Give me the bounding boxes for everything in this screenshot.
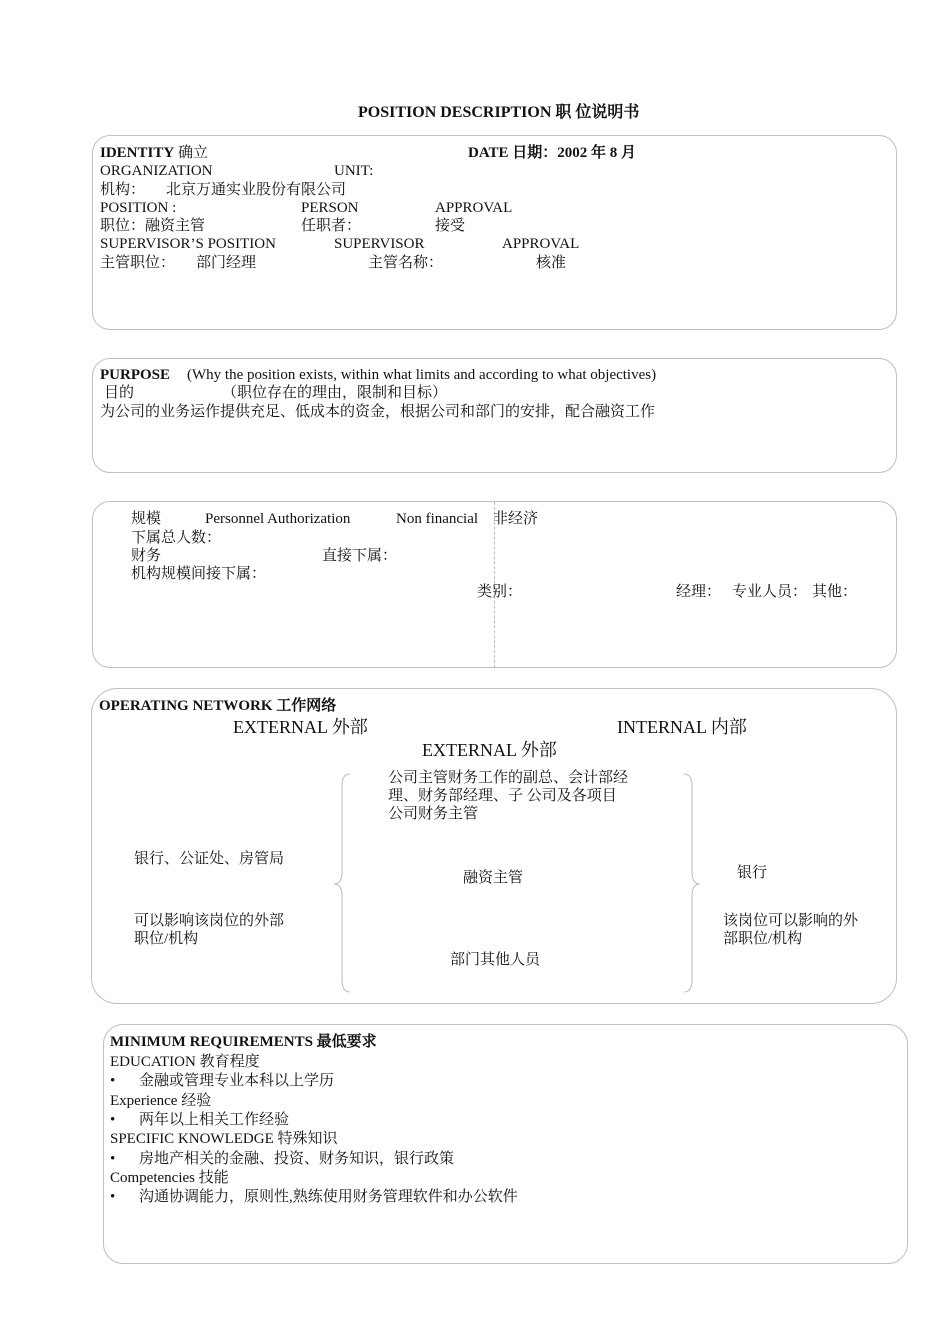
network-left-bottom-line-1: 可以影响该岗位的外部 — [134, 913, 285, 929]
experience-item-text: 两年以上相关工作经验 — [139, 1112, 290, 1128]
network-center-mid: 融资主管 — [463, 870, 524, 886]
category-label: 类别： — [477, 584, 523, 600]
education-label: EDUCATION 教育程度 — [110, 1054, 260, 1070]
personnel-authorization-label: Personnel Authorization — [205, 511, 351, 527]
bullet-icon: • — [110, 1151, 116, 1167]
network-right-bottom-line-1: 该岗位可以影响的外 — [723, 913, 859, 929]
finance-label: 财务 — [131, 548, 162, 564]
network-left-bottom-line-2: 职位/机构 — [134, 931, 199, 947]
organization-label: ORGANIZATION — [100, 163, 213, 179]
approval-label: APPROVAL — [435, 200, 513, 216]
bullet-icon: • — [110, 1189, 116, 1205]
approve-label: 核准 — [536, 255, 567, 271]
scale-label: 规模 — [131, 511, 162, 527]
network-top-line-1: 公司主管财务工作的副总、会计部经 — [388, 770, 629, 786]
position-value: 职位：融资主管 — [100, 218, 206, 234]
competencies-label: Competencies 技能 — [110, 1170, 229, 1186]
network-internal-right: INTERNAL 内部 — [617, 717, 747, 737]
network-right-bottom-line-2: 部职位/机构 — [723, 931, 803, 947]
right-brace — [680, 772, 704, 994]
left-brace — [330, 772, 354, 994]
network-right-top: 银行 — [737, 865, 768, 881]
network-left-top: 银行、公证处、房管局 — [134, 851, 285, 867]
direct-subordinates-label: 直接下属： — [322, 548, 398, 564]
purpose-label-cn: 目的 — [104, 385, 135, 401]
other-label: 其他： — [812, 584, 858, 600]
requirements-heading: MINIMUM REQUIREMENTS 最低要求 — [110, 1034, 377, 1050]
network-external-left: EXTERNAL 外部 — [233, 717, 368, 737]
network-external-center: EXTERNAL 外部 — [422, 740, 557, 760]
unit-label: UNIT: — [334, 163, 374, 179]
purpose-description-cn: （职位存在的理由，限制和目标） — [222, 385, 448, 401]
network-center-bottom: 部门其他人员 — [450, 952, 541, 968]
total-subordinates-label: 下属总人数： — [131, 530, 222, 546]
network-heading: OPERATING NETWORK 工作网络 — [99, 698, 337, 714]
identity-heading — [100, 144, 208, 162]
purpose-heading — [100, 366, 170, 384]
identity-label: IDENTITY — [100, 145, 175, 161]
non-financial-label: Non financial — [396, 511, 479, 527]
knowledge-item-text: 房地产相关的金融、投资、财务知识，银行政策 — [139, 1151, 455, 1167]
supervisor-name-label: 主管名称： — [368, 255, 444, 271]
purpose-description: (Why the position exists, within what limits and according to what objectives) — [187, 367, 657, 383]
network-top-line-3: 公司财务主管 — [388, 806, 479, 822]
manager-label: 经理： — [676, 584, 722, 600]
competencies-item-text: 沟通协调能力，原则性,熟练使用财务管理软件和办公软件 — [139, 1189, 518, 1205]
approval-label-2: APPROVAL — [502, 236, 580, 252]
supervisor-position-value: 部门经理 — [196, 255, 257, 271]
education-item-text: 金融或管理专业本科以上学历 — [139, 1073, 335, 1089]
person-cn-label: 任职者： — [301, 218, 362, 234]
accept-label: 接受 — [435, 218, 466, 234]
knowledge-label: SPECIFIC KNOWLEDGE 特殊知识 — [110, 1131, 338, 1147]
supervisor-position-cn-label: 主管职位： — [100, 255, 176, 271]
network-top-line-2: 理、财务部经理、子 公司及各项目 — [388, 788, 617, 804]
date-field: DATE 日期：2002 年 8 月 — [468, 145, 637, 161]
person-label: PERSON — [301, 200, 359, 216]
bullet-icon: • — [110, 1112, 116, 1128]
bullet-icon: • — [110, 1073, 116, 1089]
supervisor-position-label: SUPERVISOR’S POSITION — [100, 236, 276, 252]
position-label: POSITION : — [100, 200, 177, 216]
supervisor-label: SUPERVISOR — [334, 236, 425, 252]
indirect-subordinates-label: 机构规模间接下属： — [131, 566, 267, 582]
organization-cn-label: 机构： — [100, 182, 146, 198]
purpose-label: PURPOSE — [100, 367, 171, 383]
purpose-text: 为公司的业务运作提供充足、低成本的资金，根据公司和部门的安排，配合融资工作 — [100, 404, 656, 420]
professional-label: 专业人员： — [732, 584, 808, 600]
document-title: POSITION DESCRIPTION 职 位说明书 — [358, 104, 640, 121]
identity-label-cn: 确立 — [177, 145, 208, 161]
experience-label: Experience 经验 — [110, 1093, 212, 1109]
organization-value: 北京万通实业股份有限公司 — [166, 182, 347, 198]
non-financial-cn-label: 非经济 — [493, 511, 539, 527]
